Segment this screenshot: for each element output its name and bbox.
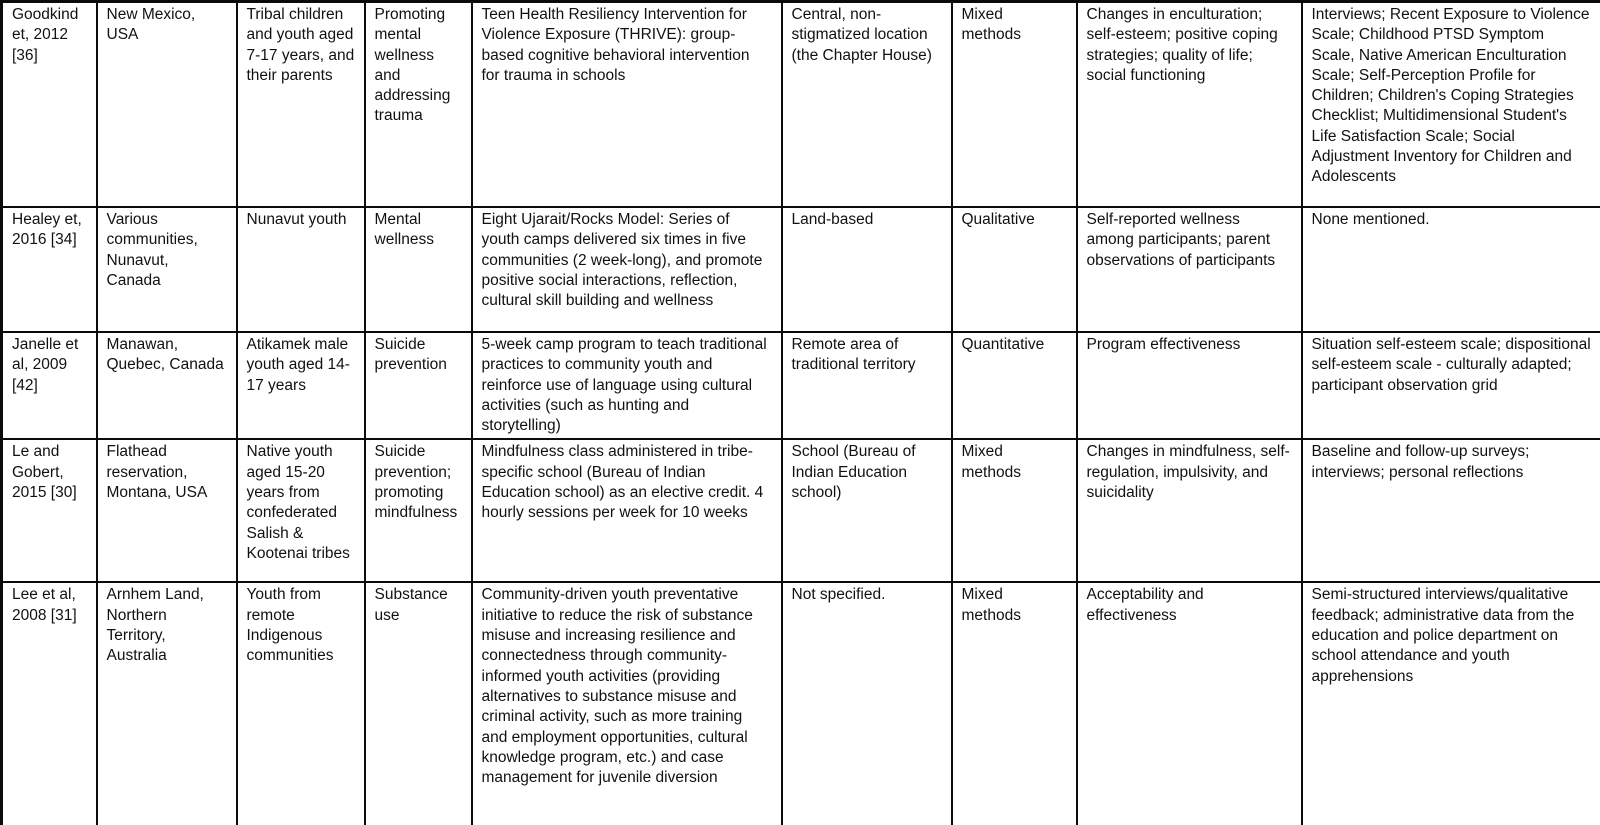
cell-population: Atikamek male youth aged 14-17 years <box>237 332 365 439</box>
cell-citation: Healey et, 2016 [34] <box>2 207 97 332</box>
cell-population: Tribal children and youth aged 7-17 years, and their parents <box>237 2 365 208</box>
cell-location: Various communities, Nunavut, Canada <box>97 207 237 332</box>
cell-intervention: 5-week camp program to teach traditional practices to community youth and reinforce use of language using cultural activities (such as hunting and storytelling) <box>472 332 782 439</box>
cell-population: Youth from remote Indigenous communities <box>237 582 365 825</box>
cell-population: Nunavut youth <box>237 207 365 332</box>
cell-focus: Suicide prevention <box>365 332 472 439</box>
cell-outcomes: Program effectiveness <box>1077 332 1302 439</box>
cell-focus: Substance use <box>365 582 472 825</box>
cell-methods: Qualitative <box>952 207 1077 332</box>
cell-population: Native youth aged 15-20 years from confederated Salish & Kootenai tribes <box>237 439 365 582</box>
cell-measures: Semi-structured interviews/qualitative feedback; administrative data from the education and police department on school attendance and youth apprehensions <box>1302 582 1600 825</box>
cell-methods: Quantitative <box>952 332 1077 439</box>
cell-intervention: Community-driven youth preventative initiative to reduce the risk of substance misuse and increasing resilience and connectedness through community-informed youth activities (providing alternatives to substance misuse and criminal activity, such as more training and employment opportunities, cultural knowledge program, etc.) and case management for juvenile diversion <box>472 582 782 825</box>
cell-methods: Mixed methods <box>952 439 1077 582</box>
cell-location: Manawan, Quebec, Canada <box>97 332 237 439</box>
cell-citation: Janelle et al, 2009 [42] <box>2 332 97 439</box>
cell-outcomes: Acceptability and effectiveness <box>1077 582 1302 825</box>
cell-intervention: Mindfulness class administered in tribe-specific school (Bureau of Indian Education school) as an elective credit. 4 hourly sessions per week for 10 weeks <box>472 439 782 582</box>
cell-citation: Lee et al, 2008 [31] <box>2 582 97 825</box>
cell-setting: School (Bureau of Indian Education school) <box>782 439 952 582</box>
cell-outcomes: Changes in enculturation; self-esteem; positive coping strategies; quality of life; social functioning <box>1077 2 1302 208</box>
cell-outcomes: Changes in mindfulness, self-regulation, impulsivity, and suicidality <box>1077 439 1302 582</box>
cell-measures: None mentioned. <box>1302 207 1600 332</box>
cell-intervention: Eight Ujarait/Rocks Model: Series of youth camps delivered six times in five communities (2 week-long), and promote positive social interactions, reflection, cultural skill building and wellness <box>472 207 782 332</box>
studies-table-body <box>2 2 1600 825</box>
cell-location: New Mexico, USA <box>97 2 237 208</box>
cell-methods: Mixed methods <box>952 2 1077 208</box>
cell-focus: Promoting mental wellness and addressing trauma <box>365 2 472 208</box>
table-row <box>2 582 1600 825</box>
cell-location: Arnhem Land, Northern Territory, Australia <box>97 582 237 825</box>
cell-citation: Goodkind et, 2012 [36] <box>2 2 97 208</box>
cell-measures: Baseline and follow-up surveys; interviews; personal reflections <box>1302 439 1600 582</box>
cell-setting: Land-based <box>782 207 952 332</box>
table-row <box>2 207 1600 332</box>
cell-outcomes: Self-reported wellness among participants; parent observations of participants <box>1077 207 1302 332</box>
table-row <box>2 2 1600 208</box>
cell-focus: Suicide prevention; promoting mindfulness <box>365 439 472 582</box>
cell-setting: Central, non-stigmatized location (the Chapter House) <box>782 2 952 208</box>
cell-setting: Not specified. <box>782 582 952 825</box>
cell-measures: Situation self-esteem scale; dispositional self-esteem scale - culturally adapted; participant observation grid <box>1302 332 1600 439</box>
cell-measures: Interviews; Recent Exposure to Violence Scale; Childhood PTSD Symptom Scale, Native American Enculturation Scale; Self-Perception Profile for Children; Children's Coping Strategies Checklist; Multidimensional Student's Life Satisfaction Scale; Social Adjustment Inventory for Children and Adolescents <box>1302 2 1600 208</box>
cell-citation: Le and Gobert, 2015 [30] <box>2 439 97 582</box>
cell-setting: Remote area of traditional territory <box>782 332 952 439</box>
table-row <box>2 439 1600 582</box>
cell-location: Flathead reservation, Montana, USA <box>97 439 237 582</box>
cell-intervention: Teen Health Resiliency Intervention for Violence Exposure (THRIVE): group-based cognitive behavioral intervention for trauma in schools <box>472 2 782 208</box>
cell-methods: Mixed methods <box>952 582 1077 825</box>
table-row <box>2 332 1600 439</box>
cell-focus: Mental wellness <box>365 207 472 332</box>
